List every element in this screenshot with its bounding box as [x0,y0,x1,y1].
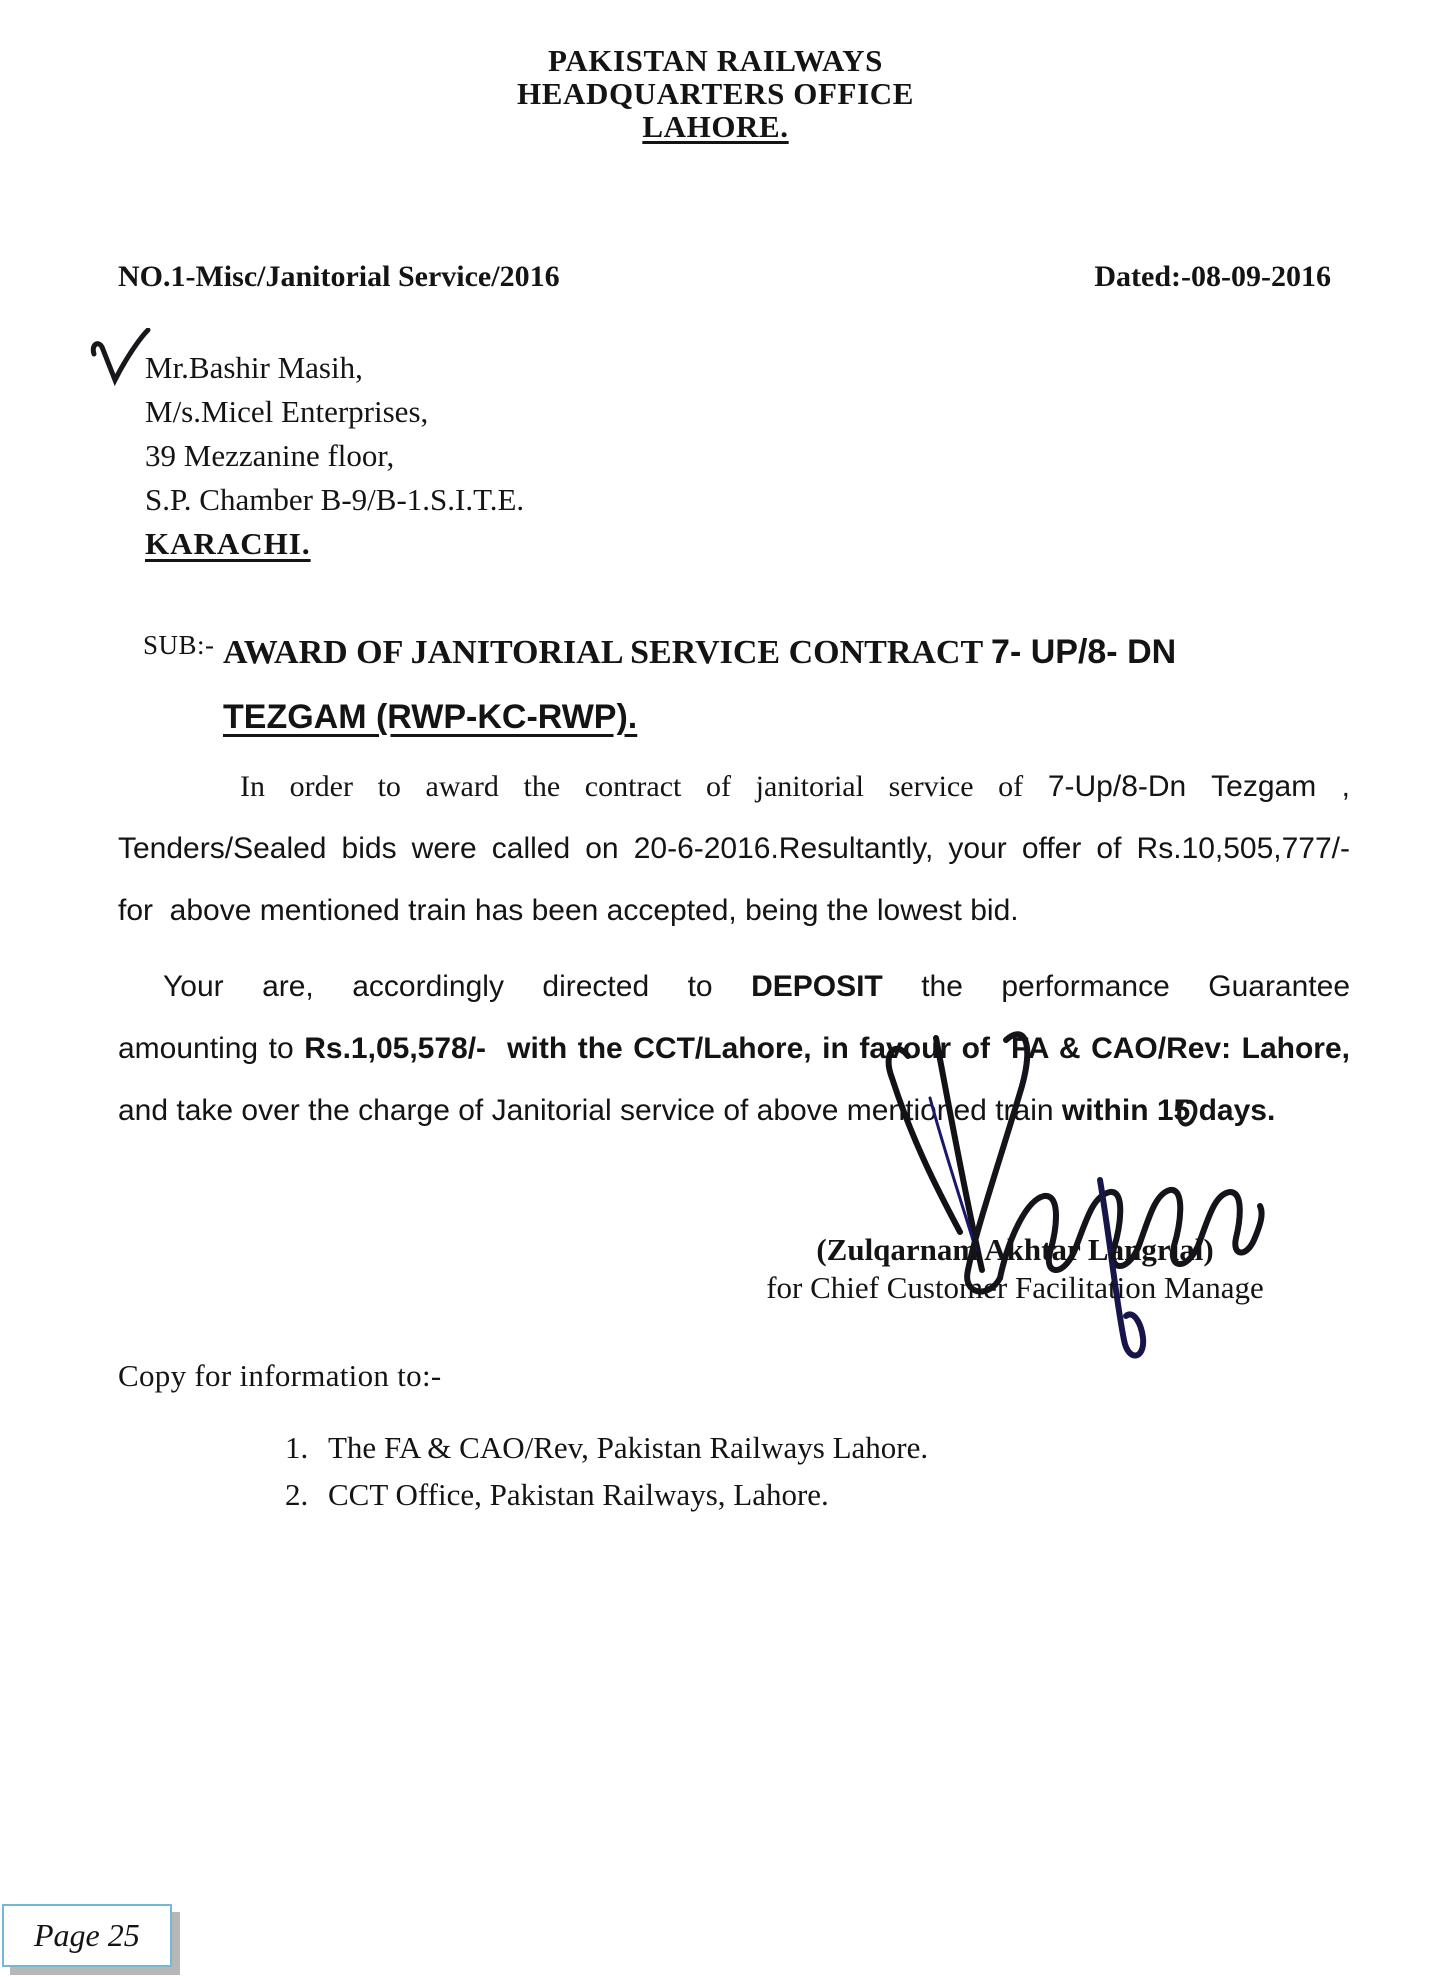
subject-block [143,620,1351,750]
recipient-company: M/s.Micel Enterprises, [145,394,429,429]
subject-label: SUB:- [143,630,215,660]
copy-list-item: 1. The FA & CAO/Rev, Pakistan Railways Lahore. [316,1424,1431,1471]
recipient-city: KARACHI. [145,526,311,561]
letterhead-office: HEADQUARTERS OFFICE [517,76,914,111]
signatory-block [735,1231,1295,1307]
signatory-name: (Zulqarnam Akhtar Langrial) [816,1232,1214,1267]
recipient-address-line2: S.P. Chamber B-9/B-1.S.I.T.E. [145,482,525,517]
letter-date: Dated:-08-09-2016 [1094,260,1331,293]
recipient-address-line1: 39 Mezzanine floor, [145,438,395,473]
copy-list-item: 2. CCT Office, Pakistan Railways, Lahore. [316,1471,1431,1518]
reference-row [118,260,1331,294]
copy-heading: Copy for information to:- [118,1358,442,1393]
paragraph-award: In order to award the contract of janitorial service of 7-Up/8-Dn Tezgam , Tenders/Sealed bids were called on 20-6-2016.Resultantly, your offer of Rs.10,505,777/- for above mentioned train has been accepted, being the lowest bid. [118,770,1351,927]
letterhead-org: PAKISTAN RAILWAYS [548,43,883,78]
page-number-tag [2,1904,172,1967]
copy-section [118,1358,1431,1518]
reference-number: NO.1-Misc/Janitorial Service/2016 [118,260,560,293]
copy-list [270,1424,1431,1518]
letterhead [0,0,1431,143]
recipient-name: Mr.Bashir Masih, [145,350,363,385]
signatory-title: for Chief Customer Facilitation Manage [766,1270,1264,1305]
recipient-address [145,346,1431,566]
page-number-label: Page 25 [34,1917,140,1953]
letterhead-city: LAHORE. [642,109,789,144]
paragraph-deposit: Your are, accordingly directed to DEPOSIT the performance Guarantee amounting to Rs.1,05,578/- with the CCT/Lahore, in favour of FA & CAO/Rev: Lahore, and take over the charge of Janitorial service of above mentioned train within 15 days. [118,970,1351,1127]
checkmark-icon [90,328,152,386]
subject-text: AWARD OF JANITORIAL SERVICE CONTRACT 7- UP/8- DN TEZGAM (RWP-KC-RWP). [223,633,1177,736]
